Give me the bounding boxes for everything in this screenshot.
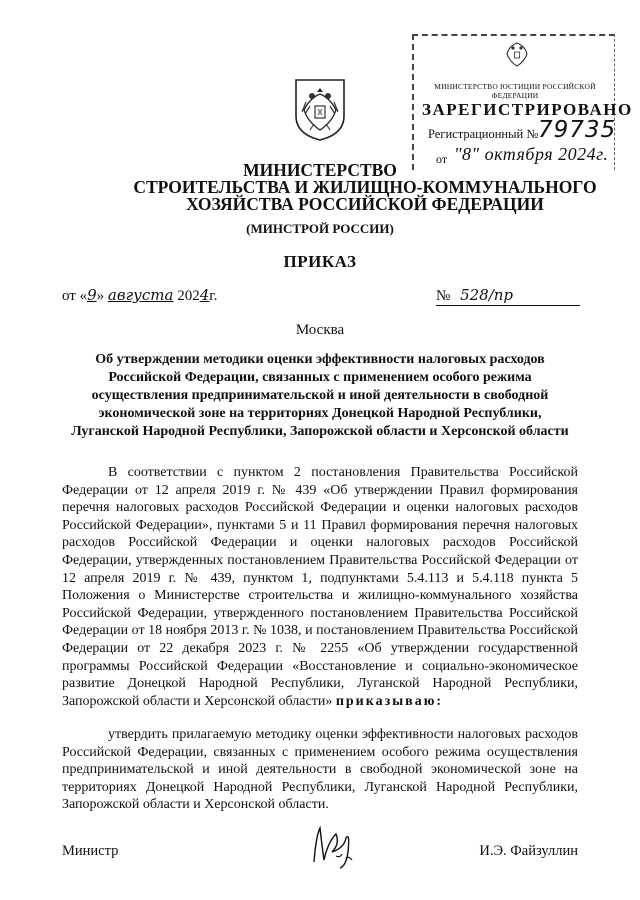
order-number xyxy=(436,286,580,306)
ministry-title-line-1: МИНИСТЕРСТВО xyxy=(243,160,397,180)
date-month: августа xyxy=(107,286,174,304)
city: Москва xyxy=(295,322,345,338)
ministry-title-line-3: ХОЗЯЙСТВА РОССИЙСКОЙ ФЕДЕРАЦИИ xyxy=(186,194,544,214)
stamp-emblem-icon xyxy=(504,40,530,68)
stamp-from-label: от xyxy=(436,152,448,166)
stamp-date: "8" октября 2024г. xyxy=(454,144,609,164)
order-word: приказываю: xyxy=(335,693,444,709)
ministry-title-line-2: СТРОИТЕЛЬСТВА И ЖИЛИЩНО-КОММУНАЛЬНОГО xyxy=(133,177,597,197)
date-year-digit: 4 xyxy=(199,286,210,304)
order-number-label: № xyxy=(436,288,451,304)
handwritten-signature xyxy=(306,822,366,872)
body-paragraph-2: утвердить прилагаемую методику оценки эффективности налоговых расходов Российской Федерации, связанных с применением особого режима осуществления предпринимательской и иной деятельности в свободной экономической зоне на территориях Донецкой Народной Республики, Луганской Народной Республики, Запорожской области и Херсонской области. xyxy=(62,727,578,813)
date-year-prefix: 202 xyxy=(173,288,200,304)
date-mid: » xyxy=(96,288,108,304)
preamble-text: В соответствии с пунктом 2 постановления Правительства Российской Федерации от 12 апреля 2019 г. № 439 «Об утверждении Правил формирования перечня налоговых расходов Российской Федерации и оценки налоговых расходов Российской Федерации», пунктами 5 и 11 Правил формирования перечня налоговых расходов Российской Федерации и оценки налоговых расходов Российской Федерации, утвержденных постановлением Правительства Российской Федерации от 12 апреля 2019 г. № 439, пунктом 1, подпунктами 5.4.113 и 5.4.118 пункта 5 Положения о Министерстве строительства и жилищно-коммунального хозяйства Российской Федерации, утвержденного постановлением Правительства Российской Федерации от 18 ноября 2013 г. № 1038, и постановлением Правительства Российской Федерации от 22 декабря 2023 г. № 2255 «Об утверждении государственной программы Российской Федерации «Восстановление и социально-экономическое развитие Донецкой Народной Республики, Луганской Народной Республики, Запорожской области и Херсонской области» xyxy=(62,465,578,709)
stamp-registered-label: ЗАРЕГИСТРИРОВАНО xyxy=(422,100,633,119)
stamp-reg-number-label: Регистрационный № xyxy=(428,127,539,141)
document-type: ПРИКАЗ xyxy=(283,252,357,271)
date-day: 9 xyxy=(87,286,97,304)
date-suffix: г. xyxy=(209,288,218,304)
date-prefix: от « xyxy=(62,288,88,304)
order-date xyxy=(62,286,217,305)
body-paragraph-1 xyxy=(62,464,578,710)
registration-stamp xyxy=(412,34,633,170)
stamp-ministry-name: МИНИСТЕРСТВО ЮСТИЦИИ РОССИЙСКОЙ ФЕДЕРАЦИИ xyxy=(434,82,596,100)
stamp-reg-number: 79735 xyxy=(538,117,617,143)
order-number-value: 528/пр xyxy=(460,286,514,304)
document-title: Об утверждении методики оценки эффективности налоговых расходов Российской Федерации, связанных с применением особого режима осуществления предпринимательской и иной деятельности в свободной экономической зоне на территориях Донецкой Народной Республики, Луганской Народной Республики, Запорожской области и Херсонской области xyxy=(71,352,569,439)
coat-of-arms-emblem xyxy=(292,76,348,142)
signatory-position: Министр xyxy=(62,843,119,859)
ministry-short-name: (МИНСТРОЙ РОССИИ) xyxy=(246,221,394,236)
signatory-name: И.Э. Файзуллин xyxy=(479,843,578,859)
